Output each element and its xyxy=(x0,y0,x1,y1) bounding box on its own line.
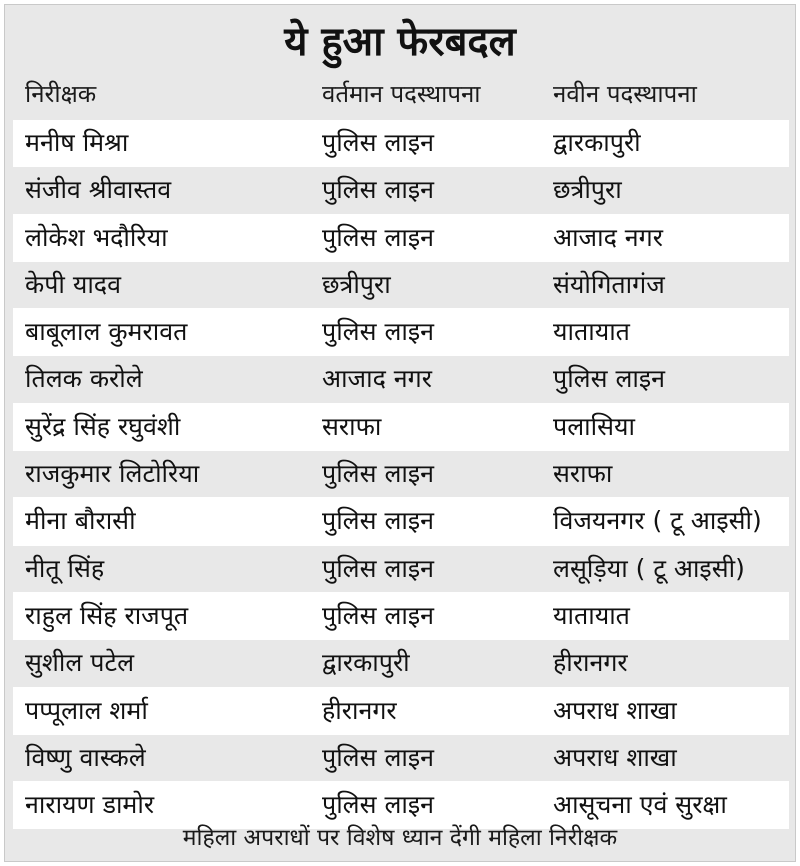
inspector-name: पप्पूलाल शर्मा xyxy=(25,695,148,725)
inspector-name: विष्णु वास्कले xyxy=(25,742,146,772)
table-row xyxy=(13,215,789,262)
table-header xyxy=(5,75,795,117)
inspector-name: मीना बौरासी xyxy=(25,506,136,536)
current-posting: पुलिस लाइन xyxy=(322,175,435,205)
new-posting: यातायात xyxy=(553,317,630,347)
inspector-name: राहुल सिंह राजपूत xyxy=(25,600,189,630)
inspector-name: केपी यादव xyxy=(25,269,121,299)
current-posting: पुलिस लाइन xyxy=(322,790,435,820)
inspector-name: सुरेंद्र सिंह रघुवंशी xyxy=(25,411,181,441)
table-row xyxy=(13,451,789,498)
table-row xyxy=(13,120,789,167)
inspector-name: राजकुमार लिटोरिया xyxy=(25,459,200,489)
new-posting: यातायात xyxy=(553,600,630,630)
new-posting: पुलिस लाइन xyxy=(553,364,666,394)
table-row xyxy=(13,262,789,309)
inspector-name: बाबूलाल कुमरावत xyxy=(25,317,188,347)
inspector-name: लोकेश भदौरिया xyxy=(25,222,168,252)
current-posting: पुलिस लाइन xyxy=(322,506,435,536)
current-posting: छत्रीपुरा xyxy=(322,269,391,299)
table-row xyxy=(13,404,789,451)
new-posting: पलासिया xyxy=(553,411,635,441)
column-header-inspector: निरीक्षक xyxy=(25,80,97,108)
inspector-name: सुशील पटेल xyxy=(25,648,135,678)
current-posting: पुलिस लाइन xyxy=(322,128,435,157)
new-posting: अपराध शाखा xyxy=(553,695,677,725)
table-row xyxy=(13,167,789,214)
inspector-name: संजीव श्रीवास्तव xyxy=(25,175,172,205)
inspector-name: मनीष मिश्रा xyxy=(25,128,129,157)
column-header-new-posting: नवीन पदस्थापना xyxy=(553,80,697,108)
current-posting: पुलिस लाइन xyxy=(322,600,435,630)
new-posting: द्वारकापुरी xyxy=(553,128,641,157)
footer-caption: महिला अपराधों पर विशेष ध्यान देंगी महिला निरीक्षक xyxy=(182,825,618,851)
current-posting: पुलिस लाइन xyxy=(322,553,435,583)
new-posting: संयोगितागंज xyxy=(553,269,665,299)
current-posting: सराफा xyxy=(322,411,382,441)
new-posting: विजयनगर ( टू आइसी) xyxy=(553,506,762,536)
new-posting: आजाद नगर xyxy=(553,222,663,252)
new-posting: लसूड़िया ( टू आइसी) xyxy=(553,553,745,583)
new-posting: छत्रीपुरा xyxy=(553,175,622,205)
table-row xyxy=(13,356,789,403)
current-posting: द्वारकापुरी xyxy=(322,648,410,678)
table-row xyxy=(13,640,789,687)
table-row xyxy=(13,546,789,593)
inspector-name: नीतू सिंह xyxy=(25,553,105,583)
table-row xyxy=(13,498,789,545)
new-posting: अपराध शाखा xyxy=(553,742,677,772)
table-row xyxy=(13,735,789,782)
current-posting: पुलिस लाइन xyxy=(322,459,435,489)
table-row xyxy=(13,309,789,356)
current-posting: पुलिस लाइन xyxy=(322,222,435,252)
table-row xyxy=(13,688,789,735)
new-posting: हीरानगर xyxy=(553,648,628,678)
new-posting: सराफा xyxy=(553,459,613,489)
current-posting: आजाद नगर xyxy=(322,364,432,394)
transfer-list-panel xyxy=(4,4,796,862)
inspector-name: तिलक करोले xyxy=(25,364,143,394)
table-row xyxy=(13,593,789,640)
inspector-name: नारायण डामोर xyxy=(25,790,155,820)
new-posting: आसूचना एवं सुरक्षा xyxy=(553,790,727,820)
current-posting: हीरानगर xyxy=(322,695,397,725)
current-posting: पुलिस लाइन xyxy=(322,317,435,347)
current-posting: पुलिस लाइन xyxy=(322,742,435,772)
column-header-current-posting: वर्तमान पदस्थापना xyxy=(322,80,481,108)
table-body xyxy=(13,120,789,829)
page-title: ये हुआ फेरबदल xyxy=(284,19,516,65)
